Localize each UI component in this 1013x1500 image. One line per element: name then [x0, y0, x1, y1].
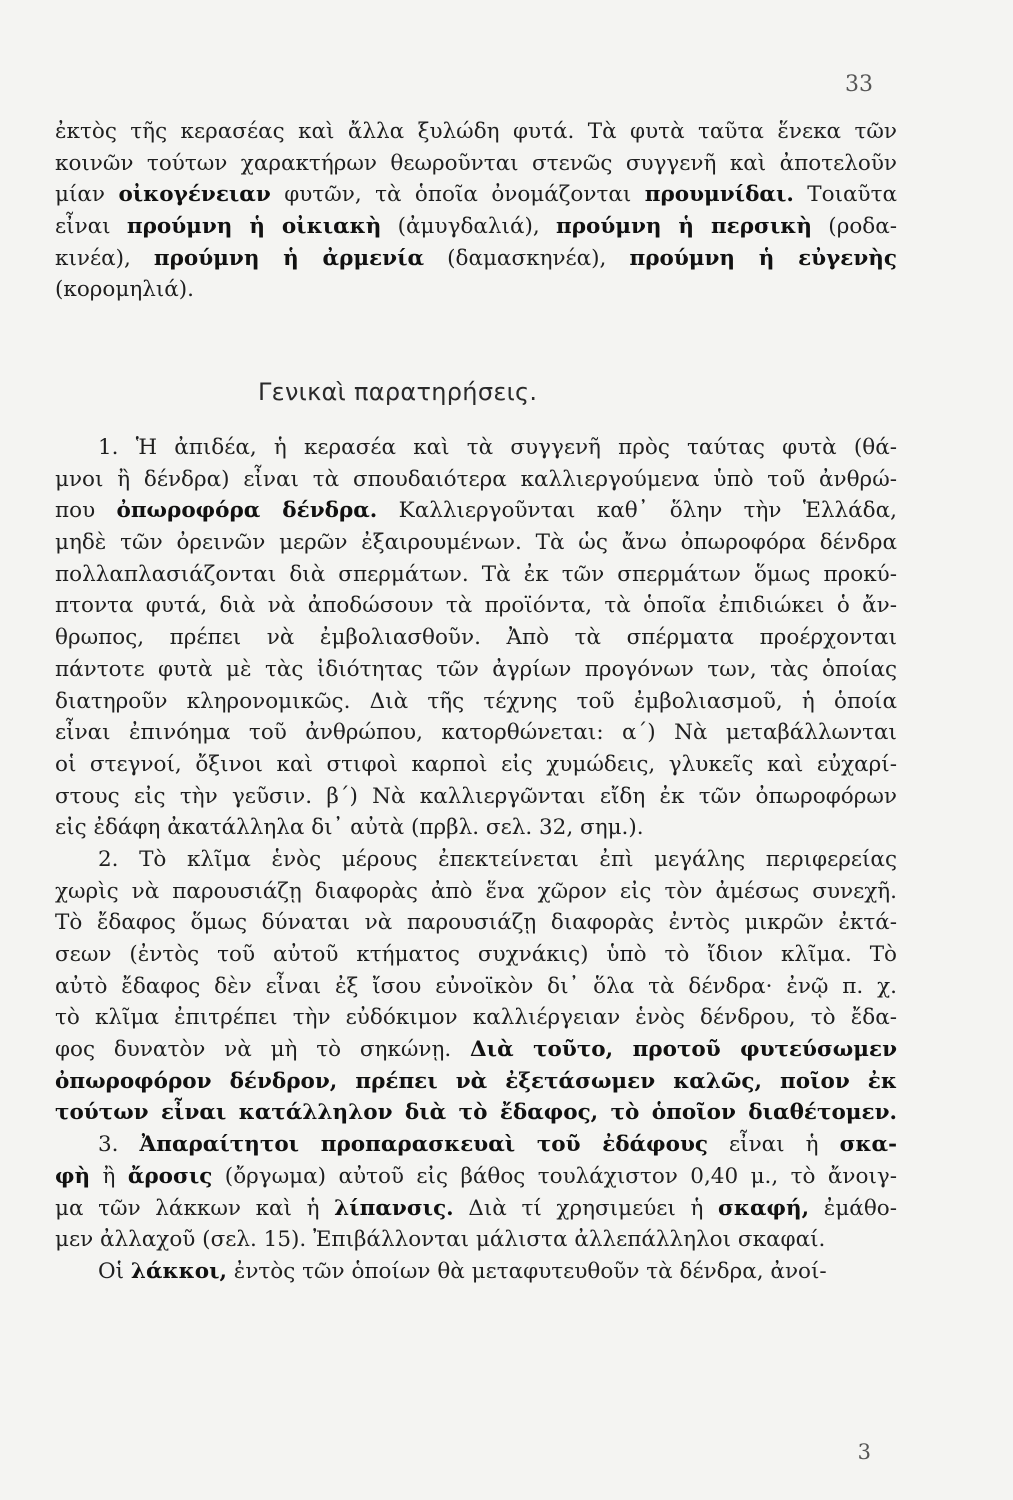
text-run: σεων (ἐντὸς τοῦ αὐτοῦ κτήματος συχνάκις) ὑπὸ τὸ ἴδιον κλῖμα. Τὸ [55, 942, 897, 967]
text-run: ἢ [90, 1163, 128, 1189]
text-run: 1. Ἡ ἀπιδέα, ἡ κερασέα καὶ τὰ συγγενῆ πρὸς ταύτας φυτὰ (θά- [55, 435, 897, 460]
text-run: (ροδα- [812, 214, 897, 240]
text-run: ἐντὸς τῶν ὁποίων θὰ μεταφυτευθοῦν τὰ δένδρα, ἀνοί- [226, 1258, 827, 1284]
text-line [55, 1002, 897, 1034]
text-run: μεν ἀλλαχοῦ (σελ. 15). Ἐπιβάλλονται μάλιστα ἀλλεπάλληλοι σκαφαί. [55, 1227, 826, 1253]
text-run: αὐτὸ ἔδαφος δὲν εἶναι ἐξ ἴσου εὐνοϊκὸν δι᾽ ὅλα τὰ δένδρα· ἐνῷ π. χ. [55, 973, 897, 999]
text-run: κινέα), [55, 245, 154, 271]
text-line [55, 717, 897, 749]
text-line [55, 148, 897, 180]
text-run: Τὸ ἔδαφος ὅμως δύναται νὰ παρουσιάζῃ διαφορὰς ἐντὸς μικρῶν ἐκτά- [55, 910, 897, 936]
text-line [55, 686, 897, 718]
bold-term: προύμνη ἡ εὐγενὴς [629, 245, 897, 271]
text-run: εἰς ἐδάφη ἀκατάλληλα δι᾽ αὐτὰ (πρβλ. σελ. 32, σημ.). [55, 815, 644, 841]
text-line [55, 590, 897, 622]
bold-term: ἄροσις [127, 1163, 213, 1189]
bold-term: προύμνη ἡ οἰκιακὴ [126, 214, 382, 240]
text-run: μα τῶν λάκκων καὶ ἡ [55, 1195, 335, 1221]
bold-term: σκαφή, [718, 1195, 810, 1221]
text-line [55, 749, 897, 781]
text-line [55, 1161, 897, 1193]
bold-term: σκα- [839, 1132, 897, 1158]
bold-term: τούτων εἶναι κατάλληλον διὰ τὸ ἔδαφος, τὸ ὁποῖον διαθέτομεν. [55, 1100, 897, 1126]
text-run: πτοντα φυτά, διὰ νὰ ἀποδώσουν τὰ προϊόντα, τὰ ὁποῖα ἐπιδιώκει ὁ ἄν- [55, 593, 897, 619]
text-line [55, 1129, 897, 1161]
text-line [55, 116, 897, 148]
text-run: πάντοτε φυτὰ μὲ τὰς ἰδιότητας τῶν ἀγρίων προγόνων των, τὰς ὁποίας [55, 656, 897, 682]
text-run: (δαμασκηνέα), [424, 245, 630, 271]
text-line [55, 1034, 897, 1066]
bold-term: οἰκογένειαν [118, 182, 271, 208]
text-run: χωρὶς νὰ παρουσιάζῃ διαφορὰς ἀπὸ ἕνα χῶρον εἰς τὸν ἀμέσως συνεχῆ. [55, 878, 897, 904]
text-line [55, 559, 897, 591]
bold-term: φὴ [55, 1163, 91, 1189]
text-run: Τοιαῦτα [793, 182, 897, 208]
bold-term: ὀπωροφόρον δένδρον, πρέπει νὰ ἐξετάσωμεν καλῶς, ποῖον ἐκ [55, 1068, 897, 1094]
text-line [55, 243, 897, 275]
text-line [55, 654, 897, 686]
text-run: μνοι ἢ δένδρα) εἶναι τὰ σπουδαιότερα καλλιεργούμενα ὑπὸ τοῦ ἀνθρώ- [55, 466, 897, 492]
text-line [55, 495, 897, 527]
intro-paragraph [55, 116, 897, 306]
text-run: (ὄργωμα) αὐτοῦ εἰς βάθος τουλάχιστον 0,40 μ., τὸ ἄνοιγ- [212, 1163, 897, 1189]
bold-term: Διὰ τοῦτο, προτοῦ φυτεύσωμεν [470, 1037, 897, 1063]
text-line [55, 432, 897, 464]
text-run: Διὰ τί χρησιμεύει ἡ [453, 1195, 719, 1221]
bold-term: προύμνη ἡ ἀρμενία [153, 245, 425, 271]
text-run: εἶναι [55, 214, 127, 240]
text-line [55, 179, 897, 211]
text-line [55, 971, 897, 1003]
text-run: μηδὲ τῶν ὀρεινῶν μερῶν ἐξαιρουμένων. Τὰ ὡς ἄνω ὀπωροφόρα δένδρα [55, 530, 897, 556]
text-run: Καλλιεργοῦνται καθ᾽ ὅλην τὴν Ἑλλάδα, [377, 498, 897, 524]
text-run: ἐκτὸς τῆς κερασέας καὶ ἄλλα ξυλώδη φυτά. Τὰ φυτὰ ταῦτα ἕνεκα τῶν [55, 119, 897, 144]
section-heading: Γενικαὶ παρατηρήσεις. [258, 378, 538, 406]
text-line [55, 464, 897, 496]
text-run: πολλαπλασιάζονται διὰ σπερμάτων. Τὰ ἐκ τῶν σπερμάτων ὅμως προκύ- [55, 561, 897, 587]
text-line [55, 907, 897, 939]
text-line [55, 274, 897, 306]
text-line [55, 939, 897, 971]
text-run: (κορομηλιά). [55, 277, 195, 303]
page-number: 33 [845, 72, 873, 97]
text-run: στους εἰς τὴν γεῦσιν. β΄) Νὰ καλλιεργῶνται εἴδη ἐκ τῶν ὀπωροφόρων [55, 783, 897, 809]
text-line [55, 1097, 897, 1129]
text-line [55, 1256, 897, 1288]
text-run: που [55, 498, 117, 524]
bold-term: προύμνη ἡ περσικὴ [555, 214, 813, 240]
bold-term: λίπανσις. [334, 1195, 454, 1221]
text-line [55, 1224, 897, 1256]
text-line [55, 844, 897, 876]
text-run: θρωπος, πρέπει νὰ ἐμβολιασθοῦν. Ἀπὸ τὰ σπέρματα προέρχονται [55, 625, 897, 651]
text-line [55, 812, 897, 844]
text-run: 3. [55, 1132, 140, 1158]
bold-term: ὀπωροφόρα δένδρα. [116, 498, 378, 524]
text-run: μίαν [55, 182, 119, 208]
body-text [55, 432, 897, 1288]
text-line [55, 527, 897, 559]
text-run: 2. Τὸ κλῖμα ἑνὸς μέρους ἐπεκτείνεται ἐπὶ μεγάλης περιφερείας [55, 846, 897, 872]
text-run: ἐμάθο- [809, 1195, 897, 1221]
bold-term: λάκκοι, [130, 1258, 227, 1284]
text-run: διατηροῦν κληρονομικῶς. Διὰ τῆς τέχνης τοῦ ἐμβολιασμοῦ, ἡ ὁποία [55, 688, 897, 714]
text-run: τὸ κλῖμα ἐπιτρέπει τὴν εὐδόκιμον καλλιέργειαν ἑνὸς δένδρου, τὸ ἔδα- [55, 1005, 897, 1031]
bold-term: Ἀπαραίτητοι προπαρασκευαὶ τοῦ ἐδάφους [139, 1132, 708, 1158]
text-run: Οἱ [55, 1258, 131, 1284]
text-line [55, 211, 897, 243]
text-line [55, 781, 897, 813]
signature-mark: 3 [857, 1440, 871, 1464]
text-run: κοινῶν τούτων χαρακτήρων θεωροῦνται στενῶς συγγενῆ καὶ ἀποτελοῦν [55, 150, 897, 176]
bold-term: προυμνίδαι. [644, 182, 794, 208]
text-run: εἶναι ἡ [708, 1132, 840, 1158]
text-line [55, 622, 897, 654]
text-run: οἱ στεγνοί, ὄξινοι καὶ στιφοὶ καρποὶ εἰς χυμώδεις, γλυκεῖς καὶ εὐχαρί- [55, 751, 897, 777]
text-run: φυτῶν, τὰ ὁποῖα ὀνομάζονται [270, 182, 645, 208]
text-run: (ἀμυγδαλιά), [381, 214, 556, 240]
text-run: εἶναι ἐπινόημα τοῦ ἀνθρώπου, κατορθώνεται: α΄) Νὰ μεταβάλλωνται [55, 720, 897, 746]
text-run: φος δυνατὸν νὰ μὴ τὸ σηκώνῃ. [55, 1037, 470, 1063]
text-line [55, 1193, 897, 1225]
text-line [55, 1066, 897, 1098]
text-line [55, 876, 897, 908]
